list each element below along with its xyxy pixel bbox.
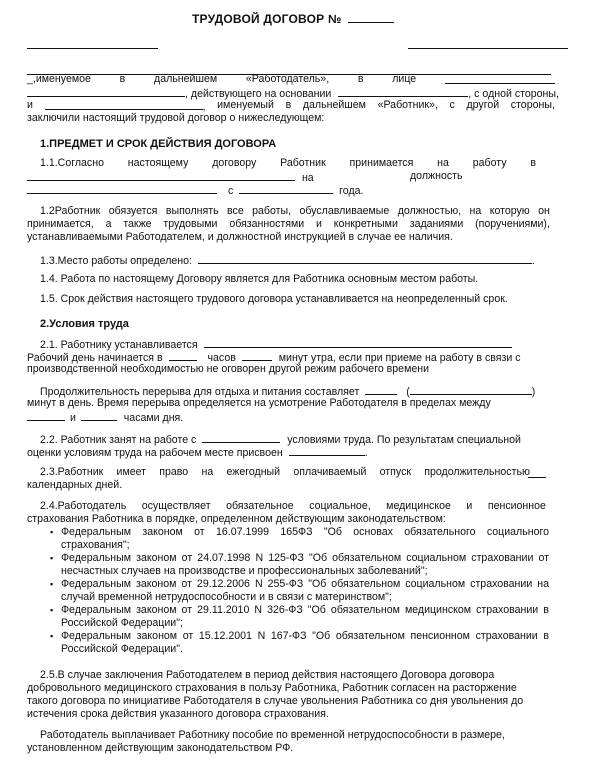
clause-1-1-dolzh: должность <box>410 170 463 182</box>
intro-text: в <box>357 73 364 85</box>
word: должностью, <box>397 205 462 217</box>
intro-text: с <box>449 99 455 111</box>
word: N <box>255 552 264 564</box>
clause-text: Продолжительность перерыва для отдыха и питания составляет <box>40 386 360 398</box>
break-from-blank <box>27 410 65 421</box>
word: 326-ФЗ <box>267 604 303 616</box>
word: страховании <box>475 630 538 642</box>
word: трудовыми <box>163 218 218 230</box>
word: законом <box>136 630 178 642</box>
clause-1-4: 1.4. Работа по настоящему Договору является для Работника основным местом работы. <box>40 273 479 285</box>
word: 1.2Работник <box>40 205 101 217</box>
clause-2-1-line-6 <box>27 410 183 425</box>
word: на <box>437 157 449 169</box>
word: (поручениями), <box>475 218 550 230</box>
law-item-line-2: случай временной нетрудоспособности и в связи с материнством"; <box>61 591 392 603</box>
word: обуславливаемые <box>299 205 390 217</box>
break-to-blank <box>81 410 117 421</box>
word: принимается, <box>27 218 94 230</box>
word: обязательном <box>332 552 402 564</box>
word: Федеральным <box>61 526 132 538</box>
word: социальном <box>406 552 467 564</box>
intro-line-4: заключили настоящий трудовой договор о нижеследующем: <box>27 112 325 124</box>
word: социальном <box>405 578 466 590</box>
word: которую <box>489 205 530 217</box>
clause-text: с <box>227 185 234 197</box>
word: работу <box>472 157 507 169</box>
word: 29.11.2010 <box>197 604 250 616</box>
word: "Об <box>308 578 327 590</box>
sick-pay-line-2: установленном действующим законодательством РФ. <box>27 742 294 754</box>
word: N <box>257 630 266 642</box>
clause-text: минут утра, если при приеме на работу в связи с <box>278 352 521 364</box>
law-item-line-1 <box>61 578 549 591</box>
word: заданиями <box>409 218 464 230</box>
clause-text: ) <box>531 386 536 398</box>
word: обязательном <box>335 630 405 642</box>
word: Федеральным <box>61 578 132 590</box>
clause-text: года. <box>339 185 364 197</box>
word: "Об <box>323 526 342 538</box>
clause-1-1-line-1 <box>40 157 536 170</box>
start-date-blank <box>239 183 333 194</box>
law-item-line-1 <box>61 552 549 565</box>
word: в <box>543 604 549 616</box>
word: обязательного <box>404 526 476 538</box>
word: медицинское <box>386 500 451 512</box>
intro-text: в <box>285 99 292 111</box>
clause-2-5-line-2: добровольного медицинского страхования в пользу Работника, Работник согласен на расторжение <box>27 682 517 694</box>
word: 165ФЗ <box>280 526 313 538</box>
clause-text: часами дня. <box>123 412 184 424</box>
word: Работник <box>280 157 326 169</box>
word: Федеральным <box>61 630 132 642</box>
word: обязуется <box>108 205 158 217</box>
word: имеет <box>116 466 147 478</box>
clause-text: на <box>301 172 314 184</box>
clause-1-5: 1.5. Срок действия настоящего трудового договора устанавливается на неопределенный срок. <box>40 293 508 305</box>
word: законом <box>136 578 177 590</box>
intro-text: _,именуемое <box>27 73 91 85</box>
clause-text: 1.3.Место работы определено: <box>40 255 192 267</box>
start-hour-blank <box>169 350 197 361</box>
word: от <box>182 630 194 642</box>
date-blank <box>408 38 568 49</box>
clause-1-2-line-1 <box>40 205 550 218</box>
clause-2-4-line-2: страхования Работника в порядке, определенном действующим законодательством: <box>27 513 446 525</box>
word: отпуск <box>379 466 411 478</box>
basis-blank <box>338 86 468 97</box>
representative-blank <box>445 73 555 84</box>
intro-text: стороны, <box>510 99 555 111</box>
intro-text: именуемый <box>217 99 274 111</box>
sick-pay-line-1: Работодатель выплачивает Работнику пособие по временной нетрудоспособности в размере, <box>40 729 505 741</box>
clause-text: Рабочий день начинается в <box>27 352 163 364</box>
intro-text: дальнейшем <box>154 73 218 85</box>
position-blank <box>27 183 217 194</box>
word: Федеральным <box>61 604 132 616</box>
clause-2-4-line-1 <box>40 500 546 513</box>
word: основах <box>353 526 393 538</box>
word: от <box>181 604 193 616</box>
word: страховании <box>471 552 534 564</box>
word: конкретными <box>333 218 398 230</box>
word: продолжительностью <box>424 466 530 478</box>
bullet-icon: ▪ <box>50 579 54 589</box>
law-item-line-2: Российской Федерации"; <box>61 617 183 629</box>
clause-2-3-line-2: календарных дней. <box>27 479 123 491</box>
clause-1-2-line-3: устанавливаемыми Работодателем, и должностной инструкцией в случае ее наличия. <box>27 231 453 243</box>
word: в <box>530 157 536 169</box>
clause-2-5-line-4: истечения срока действия указанного договора страхования. <box>27 708 329 720</box>
word: медицинском <box>404 604 472 616</box>
word: все <box>227 205 244 217</box>
word: 16.07.1999 <box>216 526 270 538</box>
word: социального <box>486 526 549 538</box>
clause-1-3 <box>40 253 535 268</box>
start-minute-blank <box>242 350 272 361</box>
word: ежегодный <box>226 466 281 478</box>
word: N <box>254 578 263 590</box>
word: обязательное <box>226 500 294 512</box>
bullet-icon: ▪ <box>50 527 54 537</box>
representative-name-blank <box>27 86 185 97</box>
intro-line-1 <box>27 73 555 86</box>
intro-text: дальнейшем <box>302 99 366 111</box>
intro-text: , действующего на основании <box>185 88 332 100</box>
word: обязательном <box>331 578 401 590</box>
clause-2-5-line-3: такого договора по инициативе Работодателя в случае увольнения Работника со дня увольнения до <box>27 695 524 707</box>
word: от <box>181 552 193 564</box>
intro-text: , <box>202 101 206 113</box>
word: от <box>538 552 549 564</box>
word: от <box>181 578 192 590</box>
break-minutes-blank <box>365 384 397 395</box>
intro-text: и <box>27 99 33 111</box>
word: страховании <box>476 604 539 616</box>
word: и <box>316 218 322 230</box>
word: обязанностями <box>229 218 305 230</box>
intro-text: , с одной стороны, <box>468 88 559 100</box>
clause-2-3-line-1 <box>40 466 530 479</box>
intro-text: в <box>119 73 126 85</box>
bullet-icon: ▪ <box>50 631 54 641</box>
break-minutes-words-blank <box>410 384 532 395</box>
clause-text: ( <box>406 386 410 398</box>
word: пенсионном <box>410 630 470 642</box>
employee-name-blank <box>45 99 203 110</box>
word: на <box>537 578 549 590</box>
clause-2-2-line-2 <box>27 445 368 460</box>
clause-2-1-line-3: производственной необходимостью не оговорен другой режим рабочего времени <box>27 363 430 375</box>
word: 125-ФЗ <box>268 552 304 564</box>
document-title <box>192 12 394 26</box>
word: и <box>466 500 473 512</box>
law-item-line-2: страхования"; <box>61 539 130 551</box>
clause-text: . <box>364 447 368 459</box>
clause-2-5-line-1: 2.5.В случае заключения Работодателем в период действия настоящего Договора договора <box>40 669 495 681</box>
word: в <box>543 630 549 642</box>
word: договору <box>212 157 257 169</box>
word: Федеральным <box>61 552 132 564</box>
word: 1.1.Согласно <box>40 157 104 169</box>
word: принимается <box>349 157 414 169</box>
word: "Об <box>307 604 326 616</box>
word: "Об <box>308 552 328 564</box>
word: работы, <box>252 205 292 217</box>
vacation-days-blank <box>528 467 546 478</box>
word: 2.4.Работодатель <box>40 500 127 512</box>
word: на <box>469 205 482 217</box>
city-blank <box>27 38 158 49</box>
intro-text: лице <box>392 73 417 85</box>
law-item-line-2: несчастных случаев на производстве и профессиональных заболеваний"; <box>61 565 428 577</box>
intro-text: другой <box>466 99 500 111</box>
law-item-line-1 <box>61 604 549 617</box>
word: на <box>201 466 214 478</box>
clause-2-1-line-5: минут в день. Время перерыва определяется на усмотрение Работодателя в пределах между <box>27 397 491 409</box>
bullet-icon: ▪ <box>50 553 54 563</box>
word: также <box>123 218 152 230</box>
word: 2.3.Работник <box>40 466 104 478</box>
word: 255-ФЗ <box>267 578 304 590</box>
word: право <box>159 466 189 478</box>
word: 24.07.1998 <box>197 552 251 564</box>
word: социальное, <box>309 500 371 512</box>
law-item-line-1 <box>61 526 549 539</box>
word: законом <box>136 604 177 616</box>
work-schedule-blank <box>204 337 512 348</box>
section-2-heading: 2.Условия труда <box>40 318 129 330</box>
word: выполнять <box>165 205 219 217</box>
word: законом <box>136 552 177 564</box>
word: "Об <box>312 630 331 642</box>
law-item-line-1 <box>61 630 549 643</box>
intro-text: «Работник», <box>377 99 438 111</box>
word: от <box>194 526 205 538</box>
word: законом <box>142 526 183 538</box>
clause-text: 2.1. Работнику устанавливается <box>40 339 198 351</box>
contract-number-blank <box>348 12 394 23</box>
word: настоящему <box>127 157 189 169</box>
working-conditions-blank <box>202 432 280 443</box>
intro-text: «Работодатель», <box>245 73 330 85</box>
word: пенсионное <box>487 500 546 512</box>
clause-text: оценки условиям труда на рабочем месте присвоен <box>27 447 283 459</box>
law-item-line-2: Российской Федерации". <box>61 643 183 655</box>
word: N <box>254 604 263 616</box>
period: . <box>531 255 535 267</box>
bullet-icon: ▪ <box>50 605 54 615</box>
word: осуществляет <box>141 500 211 512</box>
clause-text: и <box>69 412 76 424</box>
word: он <box>538 205 550 217</box>
clause-text: часов <box>207 352 236 364</box>
clause-1-1-line-3 <box>27 183 363 198</box>
clause-text: 2.2. Работник занят на работе с <box>40 434 197 446</box>
word: оплачиваемый <box>293 466 367 478</box>
title-text: ТРУДОВОЙ ДОГОВОР № <box>192 12 342 26</box>
word: страховании <box>470 578 533 590</box>
word: а <box>105 218 112 230</box>
section-1-heading: 1.ПРЕДМЕТ И СРОК ДЕЙСТВИЯ ДОГОВОРА <box>40 138 277 150</box>
word: обязательном <box>330 604 400 616</box>
clause-text: условиями труда. По результатам специальной <box>287 434 521 446</box>
department-blank <box>27 170 295 181</box>
word: 167-ФЗ <box>270 630 307 642</box>
word: 15.12.2001 <box>198 630 252 642</box>
assessment-class-blank <box>289 445 365 456</box>
word: 29.12.2006 <box>196 578 250 590</box>
workplace-blank <box>198 253 532 264</box>
clause-1-2-line-2 <box>27 218 550 231</box>
